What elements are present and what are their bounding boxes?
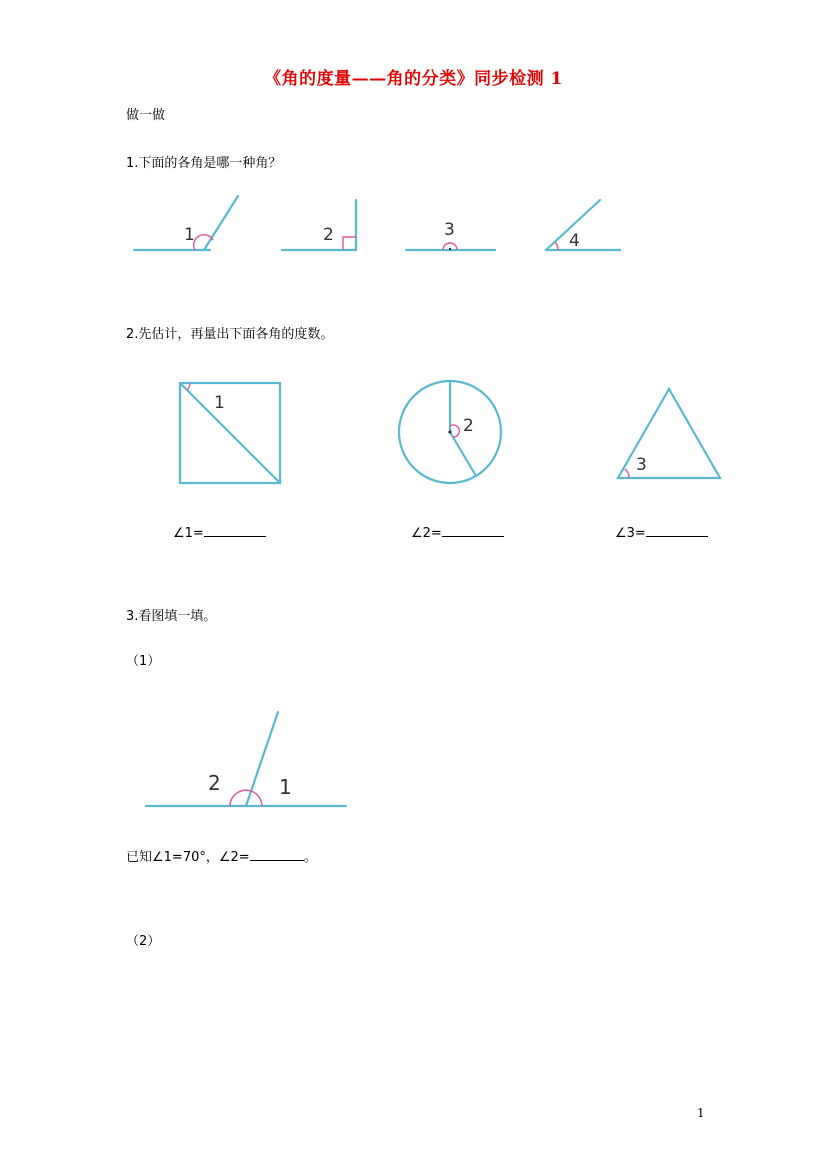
question-3-part-2: （2） <box>126 934 161 949</box>
question-3-end-mark: 。 <box>303 850 317 865</box>
q1-angle-label-3: 3 <box>444 220 455 240</box>
answer-angle-2-label: ∠2= <box>411 526 442 541</box>
q2-angle-label-2: 2 <box>463 416 474 436</box>
answer-angle-3-label: ∠3= <box>615 526 646 541</box>
q3-angle-label-1: 1 <box>279 775 292 799</box>
page-title: 《角的度量——角的分类》同步检测 1 <box>264 69 563 89</box>
question-3-given-label: 已知∠1=70°，∠2= <box>126 850 250 865</box>
q2-angle-label-3: 3 <box>636 455 647 475</box>
page-number: 1 <box>697 1106 705 1120</box>
question-3-part-1: （1） <box>126 654 161 669</box>
question-3-given <box>126 848 317 866</box>
question-2-text: 2.先估计，再量出下面各角的度数。 <box>126 327 334 342</box>
q1-angle-label-2: 2 <box>323 225 334 245</box>
question-3-text: 3.看图填一填。 <box>126 609 217 624</box>
q2-angle-label-1: 1 <box>214 393 225 413</box>
answer-angle-1-label: ∠1= <box>173 526 204 541</box>
question-1-text: 1.下面的各角是哪一种角？ <box>126 156 282 171</box>
answer-angle-2-q3-blank[interactable] <box>250 848 304 861</box>
q3-angle-label-2: 2 <box>208 771 221 795</box>
q1-angle-label-4: 4 <box>569 231 580 251</box>
section-heading: 做一做 <box>126 108 166 123</box>
q1-angle-label-1: 1 <box>184 225 195 245</box>
